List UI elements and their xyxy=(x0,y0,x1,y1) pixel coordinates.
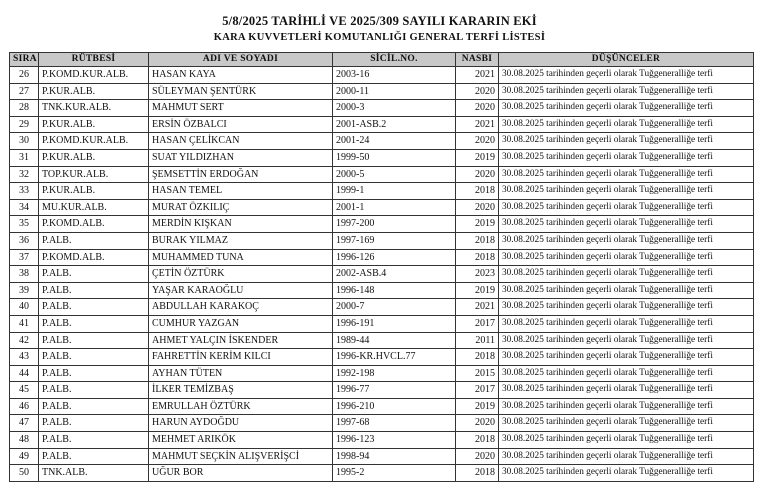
cell-nasbi: 2011 xyxy=(456,332,499,349)
cell-sicil-no: 1999-1 xyxy=(333,183,456,200)
cell-sira: 33 xyxy=(10,183,39,200)
table-row xyxy=(10,448,754,465)
cell-sira: 40 xyxy=(10,299,39,316)
cell-nasbi: 2020 xyxy=(456,100,499,117)
cell-nasbi: 2019 xyxy=(456,216,499,233)
table-row xyxy=(10,266,754,283)
column-header-dusunceler: DÜŞÜNCELER xyxy=(499,53,754,67)
cell-nasbi: 2020 xyxy=(456,199,499,216)
table-row xyxy=(10,116,754,133)
cell-nasbi: 2018 xyxy=(456,465,499,482)
cell-nasbi: 2015 xyxy=(456,365,499,382)
cell-dusunceler: 30.08.2025 tarihinden geçerli olarak Tuğgeneralliğe terfi xyxy=(499,67,754,84)
cell-sicil-no: 1996-KR.HVCL.77 xyxy=(333,349,456,366)
cell-sira: 29 xyxy=(10,116,39,133)
cell-nasbi: 2018 xyxy=(456,432,499,449)
cell-rutbe: P.ALB. xyxy=(39,232,149,249)
cell-sira: 28 xyxy=(10,100,39,117)
table-row xyxy=(10,232,754,249)
cell-sicil-no: 2000-3 xyxy=(333,100,456,117)
cell-sicil-no: 1996-210 xyxy=(333,398,456,415)
document-subtitle: KARA KUVVETLERİ KOMUTANLIĞI GENERAL TERFİ LİSTESİ xyxy=(213,32,546,43)
cell-rutbe: P.ALB. xyxy=(39,382,149,399)
cell-rutbe: P.KOMD.KUR.ALB. xyxy=(39,133,149,150)
table-row xyxy=(10,465,754,482)
cell-sira: 32 xyxy=(10,166,39,183)
table-row xyxy=(10,166,754,183)
cell-nasbi: 2019 xyxy=(456,282,499,299)
column-header-nasbi: NASBI xyxy=(456,53,499,67)
cell-rutbe: P.ALB. xyxy=(39,299,149,316)
cell-dusunceler: 30.08.2025 tarihinden geçerli olarak Tuğgeneralliğe terfi xyxy=(499,249,754,266)
table-row xyxy=(10,67,754,84)
cell-sicil-no: 1996-126 xyxy=(333,249,456,266)
cell-rutbe: P.KUR.ALB. xyxy=(39,183,149,200)
cell-sicil-no: 1992-198 xyxy=(333,365,456,382)
cell-nasbi: 2017 xyxy=(456,382,499,399)
cell-nasbi: 2017 xyxy=(456,315,499,332)
cell-rutbe: P.ALB. xyxy=(39,315,149,332)
cell-sira: 37 xyxy=(10,249,39,266)
cell-nasbi: 2023 xyxy=(456,266,499,283)
cell-adi-soyadi: MUHAMMED TUNA xyxy=(149,249,333,266)
cell-adi-soyadi: SUAT YILDIZHAN xyxy=(149,149,333,166)
cell-rutbe: P.KUR.ALB. xyxy=(39,116,149,133)
cell-sicil-no: 1998-94 xyxy=(333,448,456,465)
cell-dusunceler: 30.08.2025 tarihinden geçerli olarak Tuğgeneralliğe terfi xyxy=(499,432,754,449)
cell-adi-soyadi: HASAN ÇELİKCAN xyxy=(149,133,333,150)
cell-rutbe: P.KUR.ALB. xyxy=(39,149,149,166)
cell-rutbe: TNK.ALB. xyxy=(39,465,149,482)
table-row xyxy=(10,133,754,150)
cell-adi-soyadi: MURAT ÖZKILIÇ xyxy=(149,199,333,216)
cell-nasbi: 2019 xyxy=(456,149,499,166)
table-row xyxy=(10,415,754,432)
cell-nasbi: 2019 xyxy=(456,398,499,415)
cell-dusunceler: 30.08.2025 tarihinden geçerli olarak Tuğgeneralliğe terfi xyxy=(499,365,754,382)
cell-adi-soyadi: HARUN AYDOĞDU xyxy=(149,415,333,432)
cell-nasbi: 2021 xyxy=(456,299,499,316)
promotion-table xyxy=(9,52,754,482)
cell-dusunceler: 30.08.2025 tarihinden geçerli olarak Tuğgeneralliğe terfi xyxy=(499,282,754,299)
cell-sira: 43 xyxy=(10,349,39,366)
cell-adi-soyadi: MERDİN KIŞKAN xyxy=(149,216,333,233)
table-header-row xyxy=(10,53,754,67)
table-row xyxy=(10,183,754,200)
cell-rutbe: P.KOMD.KUR.ALB. xyxy=(39,67,149,84)
table-row xyxy=(10,100,754,117)
cell-sira: 48 xyxy=(10,432,39,449)
cell-nasbi: 2020 xyxy=(456,133,499,150)
cell-sicil-no: 1999-50 xyxy=(333,149,456,166)
column-header-sira: SIRA xyxy=(10,53,39,67)
cell-sicil-no: 2000-5 xyxy=(333,166,456,183)
cell-dusunceler: 30.08.2025 tarihinden geçerli olarak Tuğgeneralliğe terfi xyxy=(499,116,754,133)
cell-dusunceler: 30.08.2025 tarihinden geçerli olarak Tuğgeneralliğe terfi xyxy=(499,216,754,233)
cell-dusunceler: 30.08.2025 tarihinden geçerli olarak Tuğgeneralliğe terfi xyxy=(499,183,754,200)
table-row xyxy=(10,249,754,266)
cell-adi-soyadi: UĞUR BOR xyxy=(149,465,333,482)
cell-nasbi: 2018 xyxy=(456,232,499,249)
cell-adi-soyadi: MEHMET ARIKÖK xyxy=(149,432,333,449)
cell-rutbe: P.ALB. xyxy=(39,365,149,382)
cell-nasbi: 2021 xyxy=(456,67,499,84)
cell-dusunceler: 30.08.2025 tarihinden geçerli olarak Tuğgeneralliğe terfi xyxy=(499,149,754,166)
table-row xyxy=(10,216,754,233)
cell-sira: 47 xyxy=(10,415,39,432)
cell-dusunceler: 30.08.2025 tarihinden geçerli olarak Tuğgeneralliğe terfi xyxy=(499,232,754,249)
cell-sicil-no: 1997-169 xyxy=(333,232,456,249)
cell-sira: 38 xyxy=(10,266,39,283)
cell-dusunceler: 30.08.2025 tarihinden geçerli olarak Tuğgeneralliğe terfi xyxy=(499,166,754,183)
cell-rutbe: P.ALB. xyxy=(39,349,149,366)
cell-adi-soyadi: ERSİN ÖZBALCI xyxy=(149,116,333,133)
cell-sicil-no: 1996-123 xyxy=(333,432,456,449)
table-row xyxy=(10,199,754,216)
cell-sira: 26 xyxy=(10,67,39,84)
cell-nasbi: 2020 xyxy=(456,448,499,465)
column-header-adi-soyadi: ADI VE SOYADI xyxy=(149,53,333,67)
table-row xyxy=(10,382,754,399)
cell-rutbe: P.ALB. xyxy=(39,332,149,349)
cell-sicil-no: 1995-2 xyxy=(333,465,456,482)
cell-nasbi: 2021 xyxy=(456,116,499,133)
cell-rutbe: P.ALB. xyxy=(39,398,149,415)
cell-rutbe: MU.KUR.ALB. xyxy=(39,199,149,216)
cell-rutbe: P.ALB. xyxy=(39,266,149,283)
cell-sira: 44 xyxy=(10,365,39,382)
cell-dusunceler: 30.08.2025 tarihinden geçerli olarak Tuğgeneralliğe terfi xyxy=(499,382,754,399)
cell-nasbi: 2020 xyxy=(456,166,499,183)
cell-sira: 45 xyxy=(10,382,39,399)
cell-dusunceler: 30.08.2025 tarihinden geçerli olarak Tuğgeneralliğe terfi xyxy=(499,349,754,366)
cell-dusunceler: 30.08.2025 tarihinden geçerli olarak Tuğgeneralliğe terfi xyxy=(499,315,754,332)
cell-adi-soyadi: AYHAN TÜTEN xyxy=(149,365,333,382)
table-row xyxy=(10,365,754,382)
cell-nasbi: 2020 xyxy=(456,415,499,432)
cell-sira: 31 xyxy=(10,149,39,166)
cell-dusunceler: 30.08.2025 tarihinden geçerli olarak Tuğgeneralliğe terfi xyxy=(499,199,754,216)
table-row xyxy=(10,432,754,449)
cell-adi-soyadi: ŞEMSETTİN ERDOĞAN xyxy=(149,166,333,183)
cell-sicil-no: 2001-1 xyxy=(333,199,456,216)
cell-adi-soyadi: MAHMUT SEÇKİN ALIŞVERİŞCİ xyxy=(149,448,333,465)
cell-sira: 34 xyxy=(10,199,39,216)
cell-sicil-no: 1997-68 xyxy=(333,415,456,432)
cell-sicil-no: 1996-148 xyxy=(333,282,456,299)
cell-sicil-no: 2000-11 xyxy=(333,83,456,100)
table-row xyxy=(10,282,754,299)
cell-rutbe: TOP.KUR.ALB. xyxy=(39,166,149,183)
document-title: 5/8/2025 TARİHLİ VE 2025/309 SAYILI KARARIN EKİ xyxy=(222,14,537,28)
cell-dusunceler: 30.08.2025 tarihinden geçerli olarak Tuğgeneralliğe terfi xyxy=(499,100,754,117)
cell-sicil-no: 1997-200 xyxy=(333,216,456,233)
cell-rutbe: P.KOMD.ALB. xyxy=(39,249,149,266)
cell-dusunceler: 30.08.2025 tarihinden geçerli olarak Tuğgeneralliğe terfi xyxy=(499,299,754,316)
cell-rutbe: P.ALB. xyxy=(39,432,149,449)
cell-adi-soyadi: BURAK YILMAZ xyxy=(149,232,333,249)
cell-dusunceler: 30.08.2025 tarihinden geçerli olarak Tuğgeneralliğe terfi xyxy=(499,133,754,150)
cell-sira: 41 xyxy=(10,315,39,332)
table-row xyxy=(10,398,754,415)
cell-sira: 50 xyxy=(10,465,39,482)
cell-adi-soyadi: ÇETİN ÖZTÜRK xyxy=(149,266,333,283)
table-row xyxy=(10,332,754,349)
cell-nasbi: 2018 xyxy=(456,349,499,366)
cell-sira: 35 xyxy=(10,216,39,233)
cell-adi-soyadi: CUMHUR YAZGAN xyxy=(149,315,333,332)
cell-sicil-no: 1996-191 xyxy=(333,315,456,332)
cell-adi-soyadi: ABDULLAH KARAKOÇ xyxy=(149,299,333,316)
cell-sira: 27 xyxy=(10,83,39,100)
cell-rutbe: P.ALB. xyxy=(39,282,149,299)
cell-dusunceler: 30.08.2025 tarihinden geçerli olarak Tuğgeneralliğe terfi xyxy=(499,448,754,465)
cell-sicil-no: 1989-44 xyxy=(333,332,456,349)
cell-adi-soyadi: EMRULLAH ÖZTÜRK xyxy=(149,398,333,415)
cell-rutbe: P.KUR.ALB. xyxy=(39,83,149,100)
cell-sira: 46 xyxy=(10,398,39,415)
cell-rutbe: TNK.KUR.ALB. xyxy=(39,100,149,117)
cell-adi-soyadi: AHMET YALÇIN İSKENDER xyxy=(149,332,333,349)
cell-sicil-no: 1996-77 xyxy=(333,382,456,399)
column-header-sicil-no: SİCİL.NO. xyxy=(333,53,456,67)
cell-rutbe: P.ALB. xyxy=(39,448,149,465)
cell-nasbi: 2020 xyxy=(456,83,499,100)
cell-rutbe: P.KOMD.ALB. xyxy=(39,216,149,233)
cell-sira: 30 xyxy=(10,133,39,150)
cell-dusunceler: 30.08.2025 tarihinden geçerli olarak Tuğgeneralliğe terfi xyxy=(499,332,754,349)
cell-sicil-no: 2000-7 xyxy=(333,299,456,316)
cell-nasbi: 2018 xyxy=(456,249,499,266)
cell-dusunceler: 30.08.2025 tarihinden geçerli olarak Tuğgeneralliğe terfi xyxy=(499,465,754,482)
cell-sira: 36 xyxy=(10,232,39,249)
cell-rutbe: P.ALB. xyxy=(39,415,149,432)
table-body xyxy=(10,67,754,482)
cell-nasbi: 2018 xyxy=(456,183,499,200)
cell-adi-soyadi: YAŞAR KARAOĞLU xyxy=(149,282,333,299)
cell-dusunceler: 30.08.2025 tarihinden geçerli olarak Tuğgeneralliğe terfi xyxy=(499,398,754,415)
cell-adi-soyadi: HASAN TEMEL xyxy=(149,183,333,200)
cell-sira: 42 xyxy=(10,332,39,349)
cell-sicil-no: 2001-24 xyxy=(333,133,456,150)
table-row xyxy=(10,315,754,332)
cell-adi-soyadi: İLKER TEMİZBAŞ xyxy=(149,382,333,399)
cell-adi-soyadi: HASAN KAYA xyxy=(149,67,333,84)
cell-sicil-no: 2002-ASB.4 xyxy=(333,266,456,283)
cell-adi-soyadi: FAHRETTİN KERİM KILCI xyxy=(149,349,333,366)
cell-sira: 49 xyxy=(10,448,39,465)
table-row xyxy=(10,149,754,166)
cell-adi-soyadi: SÜLEYMAN ŞENTÜRK xyxy=(149,83,333,100)
table-row xyxy=(10,349,754,366)
cell-sicil-no: 2001-ASB.2 xyxy=(333,116,456,133)
column-header-rutbesi: RÜTBESİ xyxy=(39,53,149,67)
cell-dusunceler: 30.08.2025 tarihinden geçerli olarak Tuğgeneralliğe terfi xyxy=(499,83,754,100)
table-row xyxy=(10,299,754,316)
cell-sicil-no: 2003-16 xyxy=(333,67,456,84)
cell-dusunceler: 30.08.2025 tarihinden geçerli olarak Tuğgeneralliğe terfi xyxy=(499,415,754,432)
table-row xyxy=(10,83,754,100)
cell-sira: 39 xyxy=(10,282,39,299)
cell-dusunceler: 30.08.2025 tarihinden geçerli olarak Tuğgeneralliğe terfi xyxy=(499,266,754,283)
cell-adi-soyadi: MAHMUT SERT xyxy=(149,100,333,117)
